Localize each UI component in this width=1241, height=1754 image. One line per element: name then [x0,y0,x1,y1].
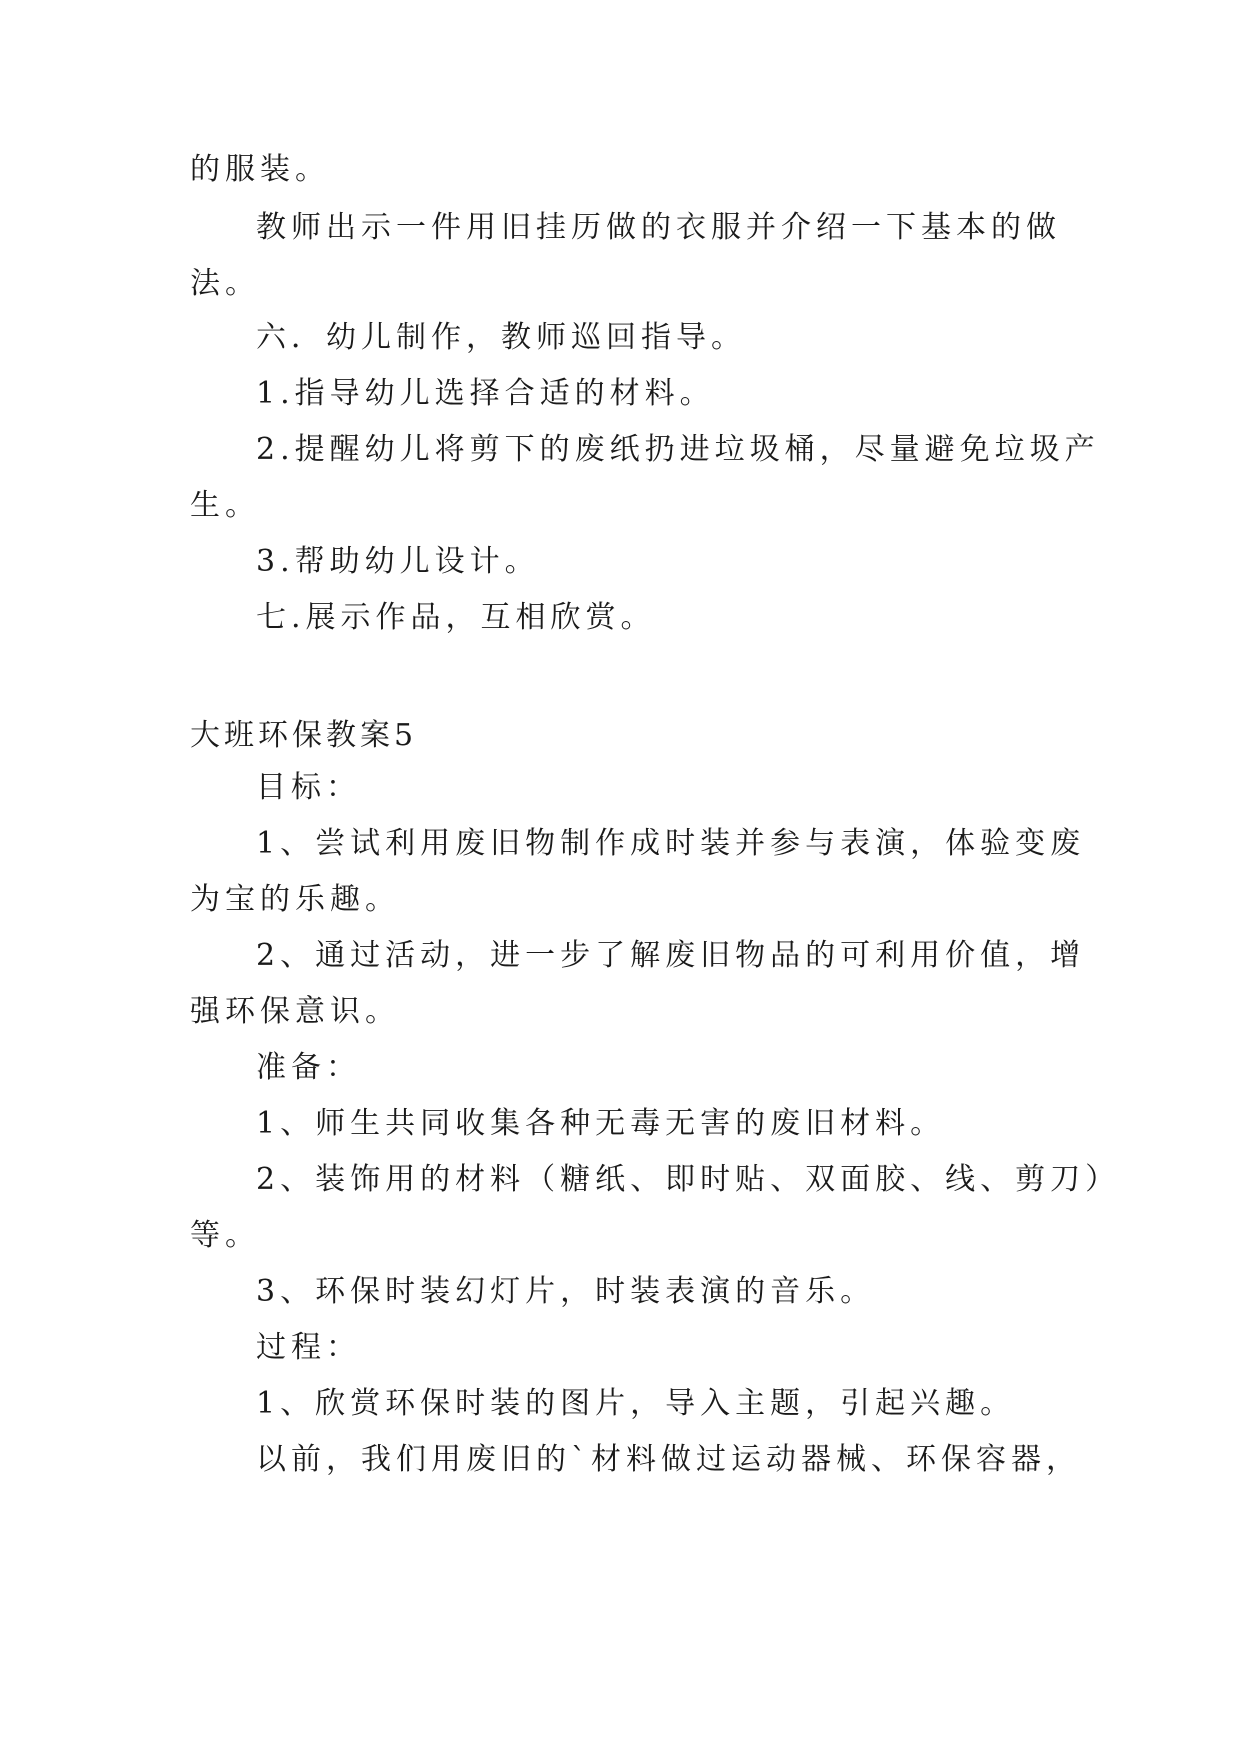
paragraph-line: 生。 [190,488,260,523]
paragraph-line: 目标： [256,770,361,805]
paragraph-line: 的服装。 [190,152,330,187]
paragraph-line: 教师出示一件用旧挂历做的衣服并介绍一下基本的做 [256,210,1061,245]
paragraph-line: 法。 [190,266,260,301]
paragraph-line: 1、欣赏环保时装的图片，导入主题，引起兴趣。 [256,1386,1016,1421]
paragraph-line: 2、通过活动，进一步了解废旧物品的可利用价值，增 [256,938,1086,973]
paragraph-line: 3.帮助幼儿设计。 [256,544,540,579]
paragraph-line: 七.展示作品，互相欣赏。 [256,600,656,635]
paragraph-line: 强环保意识。 [190,994,400,1029]
paragraph-line: 2.提醒幼儿将剪下的废纸扔进垃圾桶，尽量避免垃圾产 [256,432,1100,467]
paragraph-line: 1、师生共同收集各种无毒无害的废旧材料。 [256,1106,946,1141]
paragraph-line: 过程： [256,1330,361,1365]
paragraph-line: 为宝的乐趣。 [190,882,400,917]
paragraph-line: 以前，我们用废旧的`材料做过运动器械、环保容器， [256,1442,1081,1477]
paragraph-line: 3、环保时装幻灯片，时装表演的音乐。 [256,1274,876,1309]
paragraph-line: 六．幼儿制作，教师巡回指导。 [256,320,746,355]
paragraph-line: 2、装饰用的材料（糖纸、即时贴、双面胶、线、剪刀） [256,1162,1121,1197]
paragraph-line: 1.指导幼儿选择合适的材料。 [256,376,715,411]
paragraph-line: 等。 [190,1218,260,1253]
paragraph-line: 准备： [256,1050,361,1085]
section-heading: 大班环保教案5 [190,718,418,753]
paragraph-line: 1、尝试利用废旧物制作成时装并参与表演，体验变废 [256,826,1086,861]
